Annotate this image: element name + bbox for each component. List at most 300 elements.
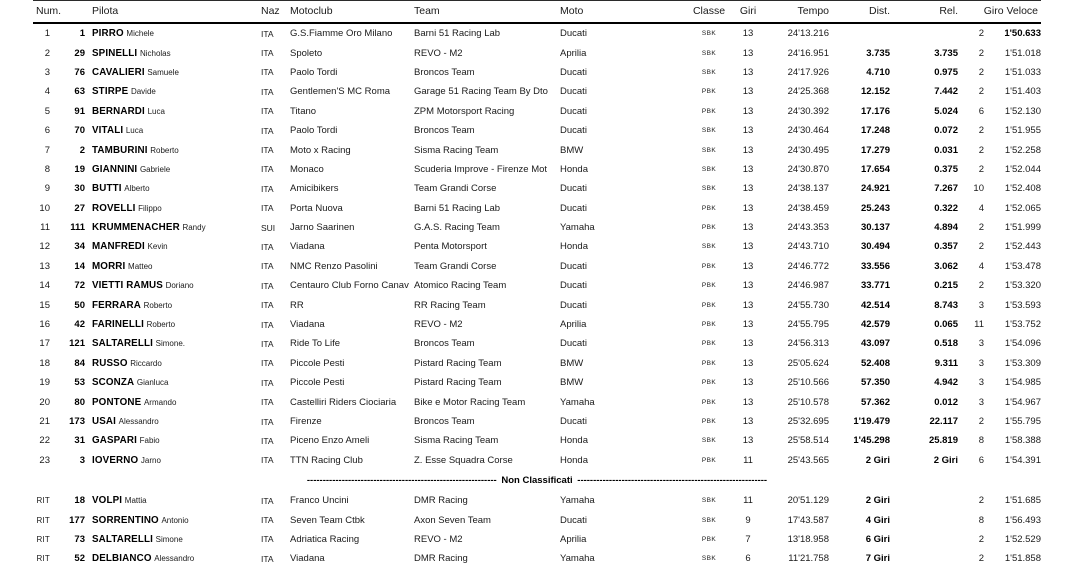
- cell-tempo: 11'21.758: [788, 553, 829, 565]
- cell-classe: PBK: [701, 301, 717, 309]
- cell-classe: SBK: [701, 30, 717, 38]
- cell-tempo: 24'43.353: [787, 222, 829, 234]
- cell-motoclub: Monaco: [290, 163, 324, 175]
- rider-surname: MANFREDI: [92, 241, 145, 253]
- cell-pos: 2: [44, 47, 50, 59]
- cell-fastest: 1'54.985: [1004, 377, 1041, 389]
- result-row: [33, 392, 1041, 411]
- cell-dist: 57.350: [860, 377, 890, 389]
- cell-naz: ITA: [261, 203, 274, 214]
- cell-pos: 22: [39, 435, 50, 447]
- cell-team: RR Racing Team: [414, 299, 486, 311]
- cell-tempo: 25'10.566: [787, 377, 829, 389]
- cell-lap: 3: [978, 338, 984, 350]
- result-row: [33, 179, 1041, 198]
- cell-rel: 0.518: [934, 338, 958, 350]
- cell-pilota: [89, 43, 259, 62]
- cell-motoclub: TTN Racing Club: [290, 454, 363, 466]
- cell-rel: 0.031: [934, 144, 958, 156]
- cell-moto: Ducati: [560, 260, 587, 272]
- cell-num: 30: [74, 183, 85, 195]
- rider-surname: BERNARDI: [92, 105, 145, 117]
- cell-giri: 13: [742, 299, 754, 311]
- cell-motoclub: Centauro Club Forno Canav: [290, 280, 409, 292]
- cell-num: 34: [74, 241, 85, 253]
- cell-dist: [832, 23, 893, 43]
- cell-lap: 8: [978, 435, 984, 447]
- result-row: [33, 315, 1041, 334]
- cell-motoclub: Amicibikers: [290, 183, 339, 195]
- rider-firstname: Roberto: [146, 320, 176, 330]
- cell-fastest: 1'58.388: [1004, 435, 1041, 447]
- cell-dist: 1'19.479: [853, 416, 890, 427]
- cell-lap: 3: [978, 377, 984, 389]
- cell-giri: 13: [742, 338, 754, 350]
- rider-firstname: Luca: [125, 126, 144, 136]
- cell-lap: 6: [978, 454, 984, 466]
- cell-fastest: 1'51.858: [1004, 553, 1041, 565]
- cell-tempo: 24'17.926: [787, 66, 829, 78]
- results-body: [33, 23, 1041, 569]
- cell-team: G.A.S. Racing Team: [414, 222, 500, 234]
- cell-moto: Honda: [560, 163, 588, 175]
- rider-surname: SPINELLI: [92, 47, 138, 59]
- cell-classe: PBK: [701, 418, 717, 425]
- cell-tempo: 24'46.987: [787, 280, 829, 292]
- cell-rel: [893, 23, 961, 43]
- rider-surname: KRUMMENACHER: [92, 222, 180, 234]
- cell-rel: 0.215: [934, 280, 958, 292]
- cell-motoclub: Seven Team Ctbk: [290, 514, 365, 526]
- cell-fastest: 1'53.478: [1004, 260, 1041, 272]
- rider-firstname: Davide: [130, 87, 156, 97]
- cell-pilota: [89, 392, 259, 411]
- cell-lap: 2: [978, 222, 984, 234]
- cell-fastest: 1'52.443: [1004, 241, 1041, 253]
- cell-lap: 2: [978, 125, 984, 137]
- rider-surname: ROVELLI: [92, 202, 136, 214]
- rider-firstname: Doriano: [165, 281, 194, 291]
- cell-team: Barni 51 Racing Lab: [414, 202, 501, 214]
- cell-pos: 19: [39, 377, 50, 389]
- cell-pilota: [89, 276, 259, 295]
- cell-motoclub: Paolo Tordi: [290, 66, 338, 78]
- cell-team: ZPM Motorsport Racing: [414, 105, 515, 117]
- result-row: [33, 373, 1041, 392]
- cell-lap: 6: [978, 105, 984, 117]
- cell-pilota: [89, 140, 259, 159]
- col-header-num: Num.: [33, 1, 89, 24]
- rider-surname: FERRARA: [92, 299, 141, 311]
- divider-label: Non Classificati: [501, 474, 573, 486]
- cell-rel: 7.267: [934, 183, 958, 195]
- cell-motoclub: RR: [290, 299, 304, 311]
- cell-lap: 2: [978, 241, 984, 253]
- cell-giri: 7: [745, 533, 751, 545]
- cell-pos: 11: [40, 222, 50, 234]
- cell-pos: RIT: [36, 515, 50, 525]
- cell-num: 63: [74, 86, 85, 98]
- cell-lap: 4: [978, 202, 984, 214]
- rider-firstname: Kevin: [147, 242, 168, 252]
- cell-classe: SBK: [701, 146, 717, 154]
- cell-lap: 3: [978, 396, 984, 408]
- cell-moto: BMW: [560, 357, 584, 369]
- result-row: [33, 160, 1041, 179]
- cell-motoclub: Adriatica Racing: [290, 533, 360, 545]
- cell-classe: PBK: [701, 456, 717, 464]
- cell-team: Broncos Team: [414, 66, 475, 78]
- cell-fastest: 1'51.033: [1004, 66, 1041, 78]
- cell-team: Sisma Racing Team: [414, 435, 499, 447]
- rider-firstname: Nicholas: [139, 48, 171, 58]
- cell-num: 91: [74, 105, 85, 117]
- rider-firstname: Filippo: [138, 203, 162, 213]
- cell-num: 53: [74, 377, 85, 389]
- cell-classe: PBK: [701, 535, 717, 543]
- rider-surname: IOVERNO: [92, 454, 139, 466]
- rider-surname: VIETTI RAMUS: [92, 280, 163, 292]
- cell-naz: ITA: [261, 183, 274, 194]
- cell-tempo: 25'43.565: [787, 454, 829, 466]
- rider-surname: TAMBURINI: [92, 144, 148, 156]
- result-row: [33, 237, 1041, 256]
- cell-moto: Aprilia: [560, 533, 587, 545]
- rider-surname: FARINELLI: [92, 319, 144, 331]
- cell-rel: [893, 510, 961, 529]
- cell-giri: 13: [742, 280, 754, 292]
- cell-giri: 13: [742, 47, 754, 59]
- cell-giri: 13: [742, 183, 754, 195]
- cell-team: Bike e Motor Racing Team: [414, 396, 526, 408]
- cell-fastest: 1'51.955: [1004, 125, 1041, 137]
- cell-num: 84: [74, 357, 85, 369]
- cell-pilota: [89, 530, 259, 549]
- cell-classe: PBK: [701, 282, 717, 290]
- cell-num: 42: [74, 319, 85, 331]
- cell-lap: 11: [974, 319, 984, 331]
- rider-firstname: Antonio: [161, 515, 189, 525]
- cell-team: Garage 51 Racing Team By Dto: [414, 86, 548, 98]
- rider-surname: USAI: [92, 416, 117, 427]
- cell-naz: ITA: [261, 515, 274, 526]
- cell-lap: 4: [978, 260, 984, 272]
- cell-rel: 4.894: [934, 222, 958, 234]
- cell-naz: ITA: [261, 145, 274, 156]
- cell-tempo: 25'05.624: [787, 357, 829, 369]
- cell-lap: 3: [978, 299, 984, 311]
- cell-motoclub: Castelliri Riders Ciociaria: [290, 396, 397, 408]
- cell-team: Z. Esse Squadra Corse: [414, 454, 513, 466]
- result-row: [33, 412, 1041, 431]
- rider-surname: STIRPE: [92, 86, 129, 98]
- cell-fastest: 1'51.403: [1004, 86, 1041, 98]
- cell-naz: ITA: [261, 261, 274, 272]
- cell-classe: SBK: [701, 555, 717, 563]
- cell-rel: [893, 530, 961, 549]
- cell-dist: 3.735: [866, 47, 890, 59]
- divider-dashes-right: ------------------------------------------------------------: [577, 474, 768, 486]
- cell-classe: SBK: [701, 165, 717, 173]
- cell-classe: SBK: [701, 437, 717, 445]
- cell-team: REVO - M2: [414, 47, 463, 59]
- cell-team: Penta Motorsport: [414, 241, 487, 253]
- cell-lap: 2: [978, 66, 984, 78]
- cell-giri: 13: [742, 105, 754, 117]
- cell-num: 18: [74, 495, 85, 507]
- cell-fastest: 1'54.967: [1004, 396, 1041, 408]
- cell-tempo: 25'10.578: [787, 396, 829, 408]
- cell-giri: 13: [742, 66, 754, 78]
- cell-tempo: 24'56.313: [787, 338, 829, 350]
- cell-giri: 13: [742, 28, 754, 40]
- cell-fastest: 1'55.795: [1004, 416, 1041, 427]
- cell-tempo: 25'58.514: [787, 435, 829, 447]
- rider-firstname: Randy: [182, 223, 206, 233]
- cell-motoclub: Gentlemen'S MC Roma: [290, 86, 391, 98]
- rider-firstname: Alessandro: [154, 554, 195, 564]
- rider-firstname: Samuele: [147, 67, 179, 77]
- cell-tempo: 24'30.870: [787, 163, 829, 175]
- cell-pos: 5: [44, 105, 50, 117]
- cell-moto: Ducati: [560, 125, 587, 137]
- cell-pilota: [89, 451, 259, 470]
- cell-pilota: [89, 549, 259, 568]
- cell-naz: ITA: [261, 495, 274, 506]
- col-header-giri: Giri: [733, 1, 763, 24]
- cell-tempo: 24'16.951: [787, 47, 829, 59]
- cell-pos: 7: [44, 144, 50, 156]
- cell-dist: 2 Giri: [865, 454, 890, 466]
- cell-team: DMR Racing: [414, 553, 468, 565]
- cell-motoclub: Ride To Life: [290, 338, 340, 350]
- cell-fastest: 1'53.320: [1004, 280, 1041, 292]
- result-row: [33, 218, 1041, 237]
- cell-pilota: [89, 82, 259, 101]
- cell-rel: 3.735: [934, 47, 958, 59]
- cell-pos: 16: [39, 319, 50, 331]
- cell-pos: 6: [44, 125, 50, 137]
- cell-classe: SBK: [701, 185, 717, 193]
- result-row: [33, 82, 1041, 101]
- rider-surname: SALTARELLI: [92, 338, 153, 350]
- rider-surname: DELBIANCO: [92, 553, 152, 565]
- cell-lap: 10: [973, 183, 984, 195]
- cell-dist: 12.152: [860, 86, 890, 98]
- cell-naz: ITA: [261, 416, 274, 427]
- cell-classe: PBK: [701, 107, 717, 115]
- cell-naz: ITA: [261, 28, 274, 39]
- col-header-giro-veloce: Giro Veloce: [961, 1, 1041, 24]
- cell-giri: 13: [742, 222, 754, 234]
- cell-tempo: 17'43.587: [787, 514, 829, 526]
- cell-num: 50: [74, 299, 85, 311]
- cell-moto: Ducati: [560, 299, 587, 311]
- cell-tempo: 24'30.392: [787, 105, 829, 117]
- cell-pos: 13: [39, 260, 50, 272]
- results-table: [33, 0, 1041, 569]
- result-row: [33, 23, 1041, 43]
- cell-fastest: 1'53.752: [1004, 319, 1041, 331]
- cell-giri: 13: [742, 396, 754, 408]
- cell-pos: 21: [39, 416, 50, 427]
- cell-lap: 2: [978, 144, 984, 156]
- rider-surname: VITALI: [92, 125, 124, 137]
- cell-dist: 17.279: [860, 144, 890, 156]
- cell-giri: 13: [742, 319, 754, 331]
- cell-motoclub: Piccole Pesti: [290, 357, 345, 369]
- cell-num: 31: [74, 435, 85, 447]
- retired-row: [33, 510, 1041, 529]
- rider-firstname: Gabriele: [139, 164, 171, 174]
- rider-surname: SCONZA: [92, 377, 135, 389]
- cell-pos: 18: [39, 357, 50, 369]
- cell-moto: Honda: [560, 435, 588, 447]
- cell-dist: 30.494: [860, 241, 890, 253]
- cell-dist: 7 Giri: [865, 553, 890, 565]
- cell-classe: PBK: [701, 398, 717, 406]
- rider-surname: VOLPI: [92, 495, 123, 507]
- cell-lap: 2: [978, 86, 984, 98]
- cell-giri: 11: [743, 495, 753, 507]
- cell-naz: ITA: [261, 455, 274, 466]
- cell-motoclub: Titano: [290, 105, 317, 117]
- cell-dist: 30.137: [860, 222, 890, 234]
- cell-tempo: 24'46.772: [787, 260, 829, 272]
- cell-pos: 14: [39, 280, 50, 292]
- rider-surname: PIRRO: [92, 28, 124, 40]
- cell-rel: 2 Giri: [933, 454, 958, 466]
- cell-classe: SBK: [701, 49, 717, 57]
- cell-team: Broncos Team: [414, 338, 475, 350]
- cell-dist: 17.654: [860, 163, 890, 175]
- cell-rel: 0.012: [934, 396, 958, 408]
- result-row: [33, 102, 1041, 121]
- cell-fastest: 1'51.018: [1004, 47, 1041, 59]
- cell-fastest: 1'53.309: [1004, 357, 1041, 369]
- rider-surname: GASPARI: [92, 435, 137, 447]
- cell-num: 3: [79, 454, 85, 466]
- col-header-moto: Moto: [558, 1, 685, 24]
- rider-firstname: Michele: [126, 29, 154, 39]
- cell-tempo: 24'38.459: [787, 202, 829, 214]
- cell-pilota: [89, 354, 259, 373]
- cell-pilota: [89, 218, 259, 237]
- cell-fastest: 1'52.258: [1004, 144, 1041, 156]
- cell-naz: ITA: [261, 125, 274, 136]
- cell-dist: 52.408: [860, 357, 890, 369]
- cell-dist: 25.243: [860, 202, 890, 214]
- cell-fastest: 1'51.685: [1004, 495, 1041, 507]
- cell-num: 76: [74, 66, 85, 78]
- cell-classe: SBK: [701, 127, 717, 135]
- cell-pos: 1: [44, 28, 50, 40]
- cell-lap: 2: [978, 28, 984, 40]
- cell-dist: 17.248: [860, 125, 890, 137]
- rider-firstname: Luca: [147, 106, 165, 116]
- cell-pos: 9: [44, 183, 50, 195]
- cell-team: Scuderia Improve - Firenze Mot: [414, 163, 548, 175]
- col-header-team: Team: [412, 1, 558, 24]
- cell-motoclub: Spoleto: [290, 47, 323, 59]
- result-row: [33, 334, 1041, 353]
- cell-tempo: 24'43.710: [787, 241, 829, 253]
- cell-pos: 3: [44, 66, 50, 78]
- cell-num: 1: [79, 28, 85, 40]
- cell-motoclub: Moto x Racing: [290, 144, 351, 156]
- cell-classe: PBK: [701, 379, 717, 387]
- cell-moto: BMW: [560, 377, 584, 389]
- cell-classe: SBK: [701, 516, 717, 524]
- cell-tempo: 24'30.495: [787, 144, 829, 156]
- cell-classe: PBK: [701, 321, 717, 329]
- cell-dist: 4.710: [866, 66, 890, 78]
- cell-classe: PBK: [701, 88, 717, 96]
- cell-dist: 42.514: [860, 299, 890, 311]
- cell-dist: 24.921: [860, 183, 890, 195]
- cell-team: Atomico Racing Team: [414, 280, 507, 292]
- cell-pos: 17: [39, 338, 50, 350]
- result-row: [33, 276, 1041, 295]
- cell-motoclub: Piccole Pesti: [290, 377, 345, 389]
- cell-rel: 0.065: [934, 319, 958, 331]
- cell-rel: 0.322: [934, 202, 958, 214]
- col-header-motoclub: Motoclub: [288, 1, 412, 24]
- cell-moto: Ducati: [560, 280, 587, 292]
- result-row: [33, 257, 1041, 276]
- cell-lap: 2: [978, 280, 984, 292]
- cell-pos: RIT: [36, 496, 50, 506]
- cell-moto: Yamaha: [560, 396, 595, 408]
- cell-giri: 9: [745, 514, 751, 526]
- cell-naz: ITA: [261, 397, 274, 408]
- cell-motoclub: Viadana: [290, 319, 325, 331]
- cell-motoclub: Paolo Tordi: [290, 125, 338, 137]
- cell-team: Team Grandi Corse: [414, 183, 497, 195]
- cell-pilota: [89, 295, 259, 314]
- cell-rel: 8.743: [934, 299, 958, 311]
- result-row: [33, 431, 1041, 450]
- rider-surname: SORRENTINO: [92, 514, 159, 526]
- cell-motoclub: Viadana: [290, 553, 325, 565]
- cell-fastest: 1'52.130: [1004, 105, 1041, 117]
- cell-pilota: [89, 23, 259, 43]
- cell-num: 52: [74, 553, 85, 565]
- rider-firstname: Gianluca: [136, 378, 169, 388]
- cell-pilota: [89, 237, 259, 256]
- cell-pilota: [89, 315, 259, 334]
- cell-pilota: [89, 373, 259, 392]
- cell-num: 14: [74, 260, 85, 272]
- cell-team: Pistard Racing Team: [414, 377, 502, 389]
- cell-moto: Ducati: [560, 86, 587, 98]
- cell-moto: Ducati: [560, 105, 587, 117]
- result-row: [33, 43, 1041, 62]
- cell-giri: 13: [742, 416, 754, 427]
- cell-team: Broncos Team: [414, 416, 475, 427]
- cell-lap: 2: [978, 163, 984, 175]
- cell-rel: 0.357: [934, 241, 958, 253]
- cell-giri: 13: [742, 435, 754, 447]
- retired-row: [33, 530, 1041, 549]
- col-header-rel: Rel.: [893, 1, 961, 24]
- cell-rel: 0.975: [934, 66, 958, 78]
- cell-moto: Aprilia: [560, 319, 587, 331]
- cell-pilota: [89, 102, 259, 121]
- cell-num: 111: [70, 222, 85, 234]
- header-row: [33, 1, 1041, 24]
- rider-firstname: Riccardo: [130, 358, 162, 368]
